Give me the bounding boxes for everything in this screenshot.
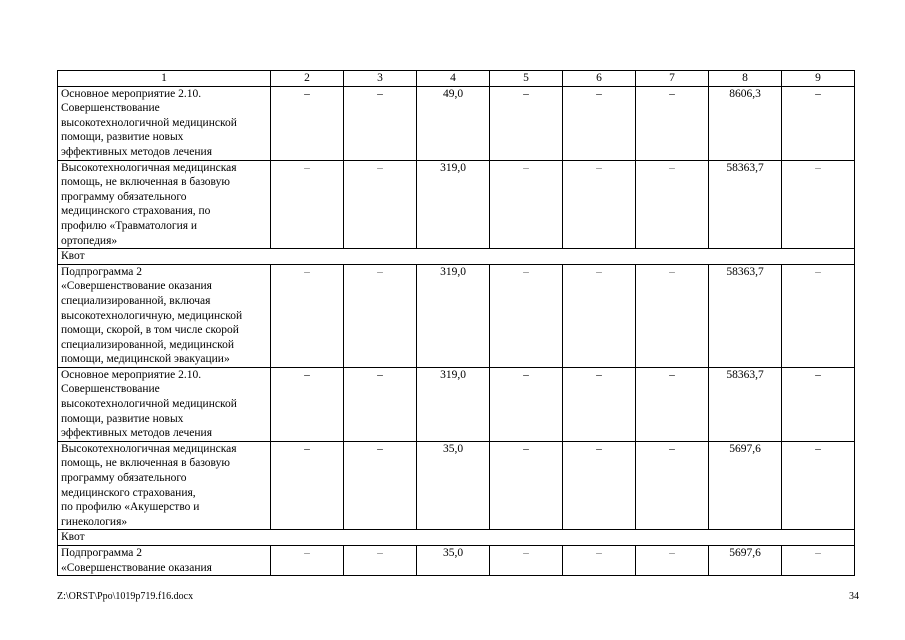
value-cell [636, 546, 709, 576]
cell-value: 5697,6 [729, 547, 761, 559]
value-cell [271, 367, 344, 441]
cell-value: – [377, 87, 383, 100]
row-title-line: эффективных методов лечения [61, 145, 212, 158]
cell-value: – [304, 368, 310, 381]
cell-value: 58363,7 [726, 368, 764, 381]
row-title-line: Совершенствование [61, 383, 160, 396]
cell-value: – [596, 442, 602, 455]
row-title-line: «Совершенствование оказания [61, 561, 212, 574]
table-row [58, 86, 855, 160]
value-cell [490, 546, 563, 576]
value-cell [563, 86, 636, 160]
row-title-line: Основное мероприятие 2.10. [61, 87, 202, 100]
value-cell [344, 160, 417, 249]
cell-value: – [523, 87, 529, 100]
cell-value: – [596, 547, 602, 559]
row-title-line: ортопедия» [61, 234, 118, 247]
value-cell [344, 367, 417, 441]
value-cell [271, 264, 344, 367]
cell-value: – [815, 265, 821, 278]
cell-value: – [523, 265, 529, 278]
cell-value: – [304, 265, 310, 278]
row-title-line: высокотехнологичной медицинской [61, 116, 237, 129]
value-cell [490, 367, 563, 441]
row-title-line: помощи, медицинской эвакуации» [61, 353, 230, 366]
value-cell [417, 441, 490, 530]
cell-value: – [377, 161, 383, 174]
cell-value: – [815, 368, 821, 381]
value-cell [344, 264, 417, 367]
value-cell [636, 264, 709, 367]
table-row [58, 546, 855, 576]
cell-value: – [377, 368, 383, 381]
header-cell: 3 [344, 71, 417, 87]
row-title-line: Подпрограмма 2 [61, 265, 143, 278]
cell-value: – [304, 547, 310, 559]
row-title-line: высокотехнологичной медицинской [61, 398, 237, 411]
value-cell [636, 160, 709, 249]
value-cell [563, 367, 636, 441]
row-title-line: помощи, развитие новых [61, 131, 184, 144]
value-cell [490, 86, 563, 160]
row-title-line: специализированной, медицинской [61, 338, 235, 351]
cell-value: – [523, 547, 529, 559]
value-cell [271, 546, 344, 576]
value-cell [271, 86, 344, 160]
value-cell [563, 160, 636, 249]
table-row [58, 441, 855, 530]
table-row [58, 160, 855, 249]
cell-value: – [669, 442, 675, 455]
section-row [58, 530, 855, 546]
row-title-line: по профилю «Акушерство и [61, 501, 200, 514]
cell-value: – [304, 161, 310, 174]
value-cell [417, 160, 490, 249]
value-cell [344, 441, 417, 530]
cell-value: 58363,7 [726, 265, 764, 278]
row-title-line: помощь, не включенная в базовую [61, 176, 230, 189]
value-cell [636, 86, 709, 160]
value-cell [782, 546, 855, 576]
header-cell: 4 [417, 71, 490, 87]
cell-value: – [815, 87, 821, 100]
value-cell [563, 441, 636, 530]
value-cell [344, 86, 417, 160]
cell-value: 35,0 [442, 442, 464, 455]
cell-value: 319,0 [440, 265, 466, 278]
cell-value: – [596, 161, 602, 174]
row-title-line: Совершенствование [61, 102, 160, 115]
footer-page-number: 34 [849, 591, 859, 602]
cell-value: 319,0 [440, 161, 466, 174]
header-cell: 1 [58, 71, 271, 87]
data-table [57, 70, 855, 576]
cell-value: – [377, 265, 383, 278]
value-cell [417, 264, 490, 367]
value-cell [490, 160, 563, 249]
value-cell [782, 160, 855, 249]
footer-file-path: Z:\ORST\Ppo\1019p719.f16.docx [57, 591, 194, 602]
row-title-line: высокотехнологичную, медицинской [61, 309, 243, 322]
row-title [58, 86, 271, 160]
value-cell [709, 86, 782, 160]
row-title [58, 441, 271, 530]
cell-value: – [669, 368, 675, 381]
value-cell [271, 160, 344, 249]
value-cell [782, 441, 855, 530]
table-row [58, 264, 855, 367]
value-cell [709, 546, 782, 576]
row-title-line: медицинского страхования, по [61, 205, 211, 218]
cell-value: – [669, 87, 675, 100]
header-cell: 7 [636, 71, 709, 87]
value-cell [563, 546, 636, 576]
cell-value: 35,0 [442, 547, 464, 559]
value-cell [709, 441, 782, 530]
value-cell [636, 441, 709, 530]
row-title [58, 546, 271, 576]
value-cell [782, 86, 855, 160]
cell-value: – [304, 87, 310, 100]
row-title-line: Основное мероприятие 2.10. [61, 368, 202, 381]
header-cell: 5 [490, 71, 563, 87]
row-title-line: «Совершенствование оказания [61, 280, 212, 293]
header-cell: 6 [563, 71, 636, 87]
header-row [58, 71, 855, 87]
cell-value: – [669, 265, 675, 278]
cell-value: 49,0 [442, 87, 464, 100]
row-title-line: профилю «Травматология и [61, 219, 198, 232]
value-cell [709, 264, 782, 367]
row-title [58, 264, 271, 367]
cell-value: 8606,3 [729, 87, 761, 100]
value-cell [782, 264, 855, 367]
header-cell: 8 [709, 71, 782, 87]
row-title-line: Подпрограмма 2 [61, 547, 143, 559]
cell-value: – [377, 442, 383, 455]
row-title-line: гинекология» [61, 515, 128, 528]
cell-value: – [596, 87, 602, 100]
value-cell [344, 546, 417, 576]
cell-value: – [596, 368, 602, 381]
value-cell [490, 264, 563, 367]
row-title-line: программу обязательного [61, 472, 187, 485]
cell-value: 5697,6 [729, 442, 761, 455]
cell-value: 319,0 [440, 368, 466, 381]
section-label: Квот [58, 530, 855, 546]
row-title-line: медицинского страхования, [61, 486, 196, 499]
cell-value: – [523, 161, 529, 174]
section-row [58, 249, 855, 265]
row-title [58, 367, 271, 441]
header-cell: 2 [271, 71, 344, 87]
cell-value: – [523, 442, 529, 455]
cell-value: – [304, 442, 310, 455]
row-title [58, 160, 271, 249]
row-title-line: помощь, не включенная в базовую [61, 457, 230, 470]
value-cell [490, 441, 563, 530]
cell-value: – [669, 161, 675, 174]
cell-value: – [377, 547, 383, 559]
value-cell [782, 367, 855, 441]
value-cell [417, 86, 490, 160]
section-label: Квот [58, 249, 855, 265]
value-cell [417, 367, 490, 441]
row-title-line: помощи, скорой, в том числе скорой [61, 324, 239, 337]
value-cell [709, 367, 782, 441]
cell-value: – [815, 161, 821, 174]
value-cell [271, 441, 344, 530]
value-cell [636, 367, 709, 441]
row-title-line: Высокотехнологичная медицинская [61, 442, 237, 455]
row-title-line: эффективных методов лечения [61, 427, 212, 440]
row-title-line: помощи, развитие новых [61, 412, 184, 425]
cell-value: 58363,7 [726, 161, 764, 174]
row-title-line: Высокотехнологичная медицинская [61, 161, 237, 174]
value-cell [709, 160, 782, 249]
cell-value: – [669, 547, 675, 559]
cell-value: – [596, 265, 602, 278]
cell-value: – [815, 547, 821, 559]
value-cell [563, 264, 636, 367]
header-cell: 9 [782, 71, 855, 87]
value-cell [417, 546, 490, 576]
table-row [58, 367, 855, 441]
cell-value: – [815, 442, 821, 455]
cell-value: – [523, 368, 529, 381]
row-title-line: программу обязательного [61, 190, 187, 203]
row-title-line: специализированной, включая [61, 294, 211, 307]
